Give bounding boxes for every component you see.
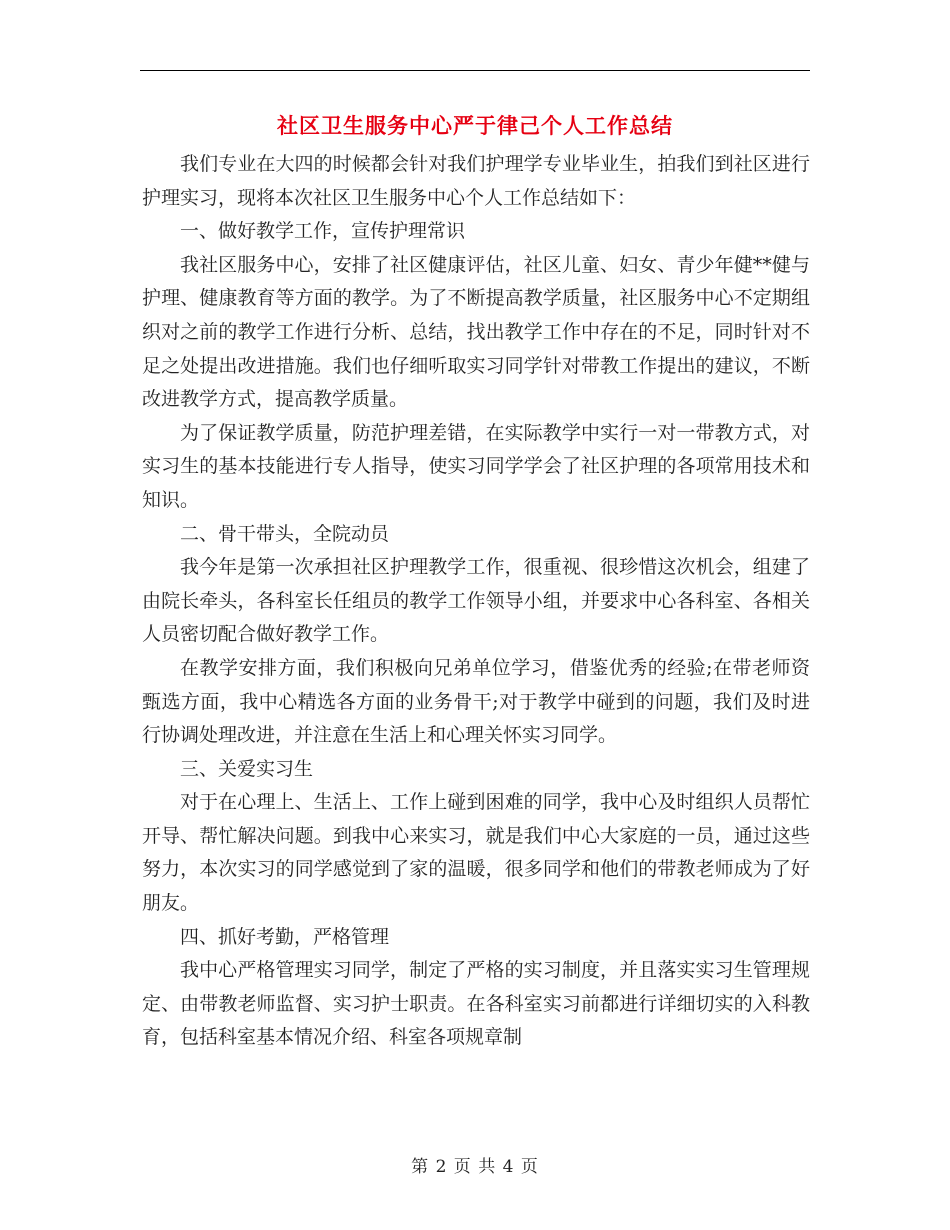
body-paragraph: 为了保证教学质量，防范护理差错，在实际教学中实行一对一带教方式，对实习生的基本技能进行专人指导，使实习同学学会了社区护理的各项常用技术和知识。 xyxy=(142,421,810,511)
intro-paragraph: 我们专业在大四的时候都会针对我们护理学专业毕业生，拍我们到社区进行护理实习，现将本次社区卫生服务中心个人工作总结如下： xyxy=(142,153,810,209)
body-paragraph: 在教学安排方面，我们积极向兄弟单位学习，借鉴优秀的经验;在带老师资甄选方面，我中心精选各方面的业务骨干;对于教学中碰到的问题，我们及时进行协调处理改进，并注意在生活上和心理关怀实习同学。 xyxy=(142,656,810,747)
section-heading-2: 二、骨干带头，全院动员 xyxy=(180,522,390,545)
body-paragraph: 我社区服务中心，安排了社区健康评估，社区儿童、妇女、青少年健**健与护理、健康教育等方面的教学。为了不断提高教学质量，社区服务中心不定期组织对之前的教学工作进行分析、总结，找出教学工作中存在的不足，同时针对不足之处提出改进措施。我们也仔细听取实习同学针对带教工作提出的建议，不断改进教学方式，提高教学质量。 xyxy=(142,253,810,411)
body-paragraph: 对于在心理上、生活上、工作上碰到困难的同学，我中心及时组织人员帮忙开导、帮忙解决问题。到我中心来实习，就是我们中心大家庭的一员，通过这些努力，本次实习的同学感觉到了家的温暖，很多同学和他们的带教老师成为了好朋友。 xyxy=(142,791,810,915)
body-paragraph: 我今年是第一次承担社区护理教学工作，很重视、很珍惜这次机会，组建了由院长牵头，各科室长任组员的教学工作领导小组，并要求中心各科室、各相关人员密切配合做好教学工作。 xyxy=(142,556,810,646)
document-title: 社区卫生服务中心严于律己个人工作总结 xyxy=(277,113,673,138)
header-rule xyxy=(140,70,810,71)
section-heading-3: 三、关爱实习生 xyxy=(180,757,314,780)
page-number: 第 2 页 共 4 页 xyxy=(411,1157,539,1177)
document-body xyxy=(142,148,810,1055)
section-heading-4: 四、抓好考勤，严格管理 xyxy=(180,925,390,948)
body-paragraph: 我中心严格管理实习同学，制定了严格的实习制度，并且落实实习生管理规定、由带教老师监督、实习护士职责。在各科室实习前都进行详细切实的入科教育，包括科室基本情况介绍、科室各项规章制 xyxy=(142,959,810,1049)
section-heading-1: 一、做好教学工作，宣传护理常识 xyxy=(180,220,466,243)
